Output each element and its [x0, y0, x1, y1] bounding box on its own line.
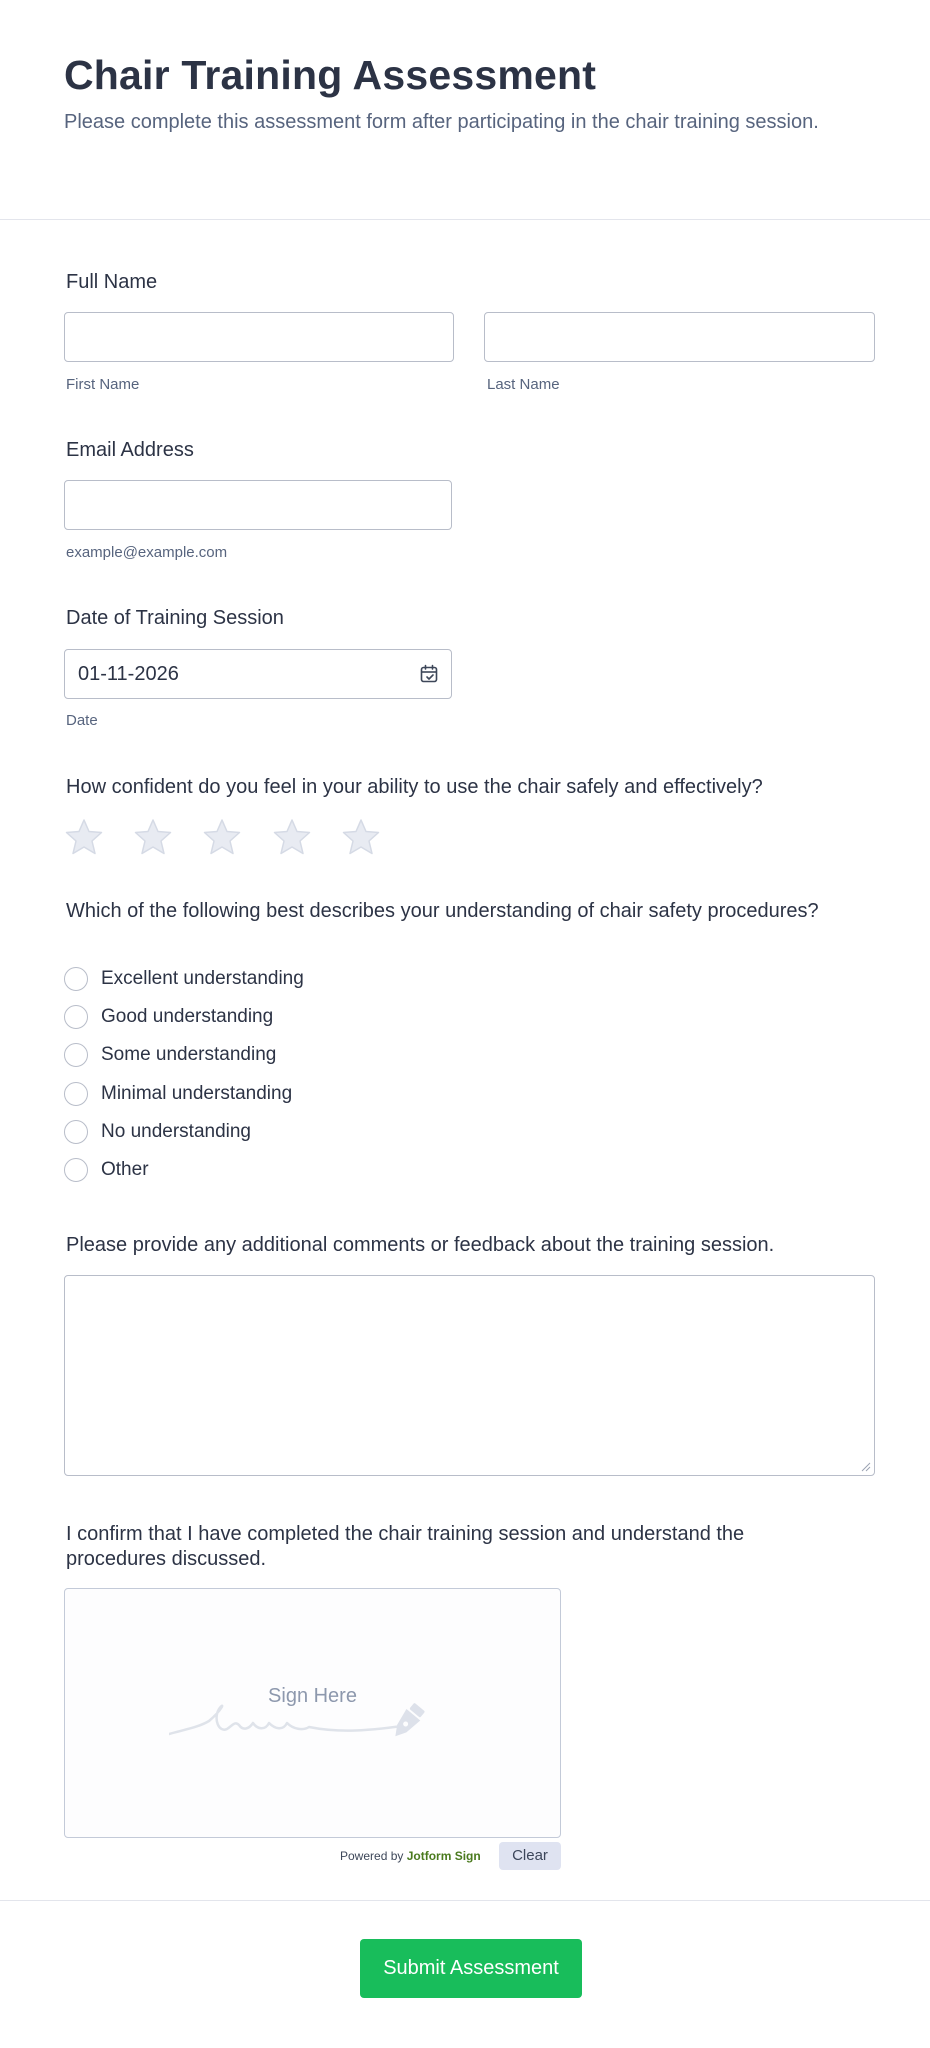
form-subtitle: Please complete this assessment form after participating in the chair training session.	[64, 111, 819, 133]
submit-button[interactable]: Submit Assessment	[360, 1939, 582, 1998]
date-input[interactable]	[64, 649, 452, 699]
radio-label: Excellent understanding	[101, 968, 304, 989]
radio-button[interactable]	[64, 1082, 88, 1106]
first-name-input[interactable]	[64, 312, 454, 362]
email-label: Email Address	[66, 439, 194, 461]
email-input[interactable]	[64, 480, 452, 530]
star-4-icon[interactable]	[272, 817, 312, 857]
email-sublabel: example@example.com	[66, 544, 228, 561]
date-value: 01-11-2026	[78, 663, 179, 685]
radio-button[interactable]	[64, 1158, 88, 1182]
rating-question: How confident do you feel in your ability to use the chair safely and effectively?	[66, 776, 763, 798]
radio-label: Some understanding	[101, 1044, 277, 1065]
comments-label: Please provide any additional comments or feedback about the training session.	[66, 1234, 775, 1256]
radio-label: No understanding	[101, 1121, 251, 1142]
date-label: Date of Training Session	[66, 607, 284, 629]
form-header	[0, 0, 930, 220]
radio-button[interactable]	[64, 1043, 88, 1067]
footer-divider	[0, 1900, 930, 1901]
last-name-sublabel: Last Name	[487, 376, 560, 393]
radio-label: Other	[101, 1159, 149, 1180]
star-1-icon[interactable]	[64, 817, 104, 857]
full-name-label: Full Name	[66, 271, 158, 293]
understanding-question: Which of the following best describes your understanding of chair safety procedures?	[66, 900, 819, 922]
star-5-icon[interactable]	[341, 817, 381, 857]
signature-scribble-icon	[169, 1685, 459, 1755]
radio-button[interactable]	[64, 1120, 88, 1144]
first-name-sublabel: First Name	[66, 376, 140, 393]
radio-label: Good understanding	[101, 1006, 274, 1027]
date-sublabel: Date	[66, 712, 98, 729]
signature-label: I confirm that I have completed the chair training session and understand the procedures discussed.	[66, 1523, 745, 1570]
clear-signature-button[interactable]: Clear	[499, 1842, 561, 1870]
star-2-icon[interactable]	[133, 817, 173, 857]
powered-by-text	[340, 1849, 481, 1863]
pen-nib-icon	[388, 1701, 426, 1742]
radio-button[interactable]	[64, 1005, 88, 1029]
radio-button[interactable]	[64, 967, 88, 991]
radio-label: Minimal understanding	[101, 1083, 293, 1104]
comments-textarea[interactable]	[64, 1275, 875, 1476]
sign-here-placeholder: Sign Here	[268, 1685, 357, 1707]
star-3-icon[interactable]	[202, 817, 242, 857]
calendar-icon[interactable]	[419, 664, 439, 684]
jotform-sign-brand: Jotform Sign	[406, 1849, 481, 1863]
signature-pad[interactable]	[64, 1588, 561, 1838]
last-name-input[interactable]	[484, 312, 875, 362]
form-title: Chair Training Assessment	[64, 52, 597, 98]
powered-by-prefix: Powered by	[340, 1849, 404, 1863]
resize-grip-icon[interactable]	[861, 1462, 871, 1472]
